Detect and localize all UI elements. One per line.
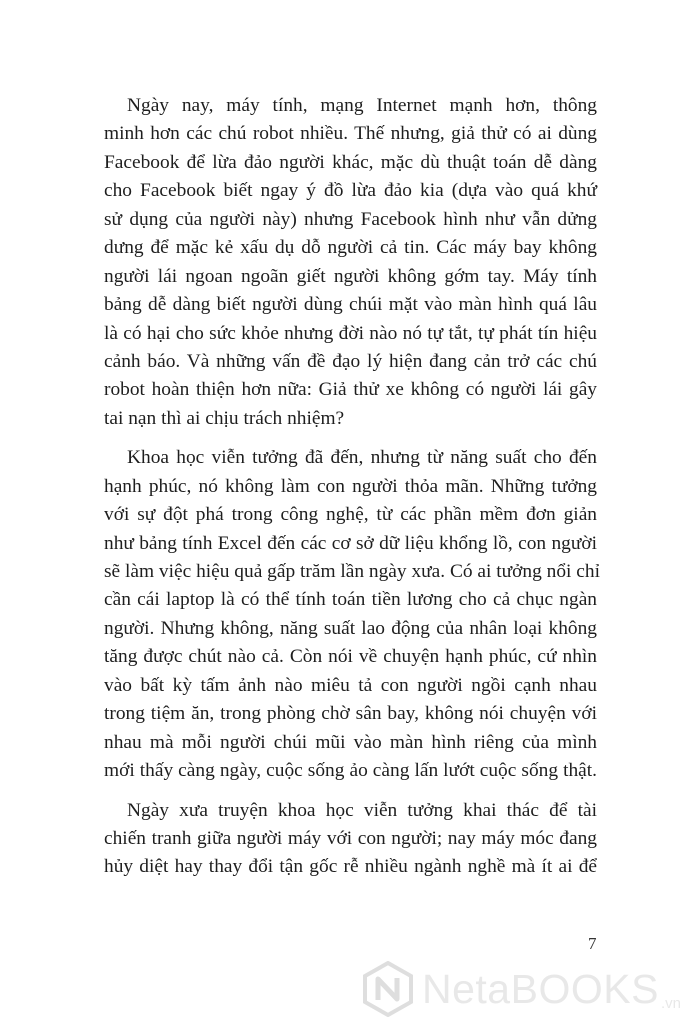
body-text [104, 92, 600, 882]
paragraph-spacer [104, 786, 597, 797]
paragraph-3-line-2: chiến tranh giữa người máy với con người; nay máy móc đang [104, 827, 597, 849]
paragraph-1-line-8: bảng dễ dàng biết người dùng chúi mặt vào màn hình quá lâu [104, 294, 597, 316]
paragraph-1-line-6: dưng để mặc kẻ xấu dụ dỗ người cả tin. Các máy bay không [104, 237, 597, 259]
paragraph-1-line-2: minh hơn các chú robot nhiều. Thế nhưng, giả thử có ai dùng [104, 123, 597, 145]
netabooks-watermark [362, 961, 681, 1017]
netabooks-logo-icon [362, 961, 414, 1017]
paragraph-1-line-4: cho Facebook biết ngay ý đồ lừa đảo kia (dựa vào quá khứ [104, 180, 597, 202]
paragraph-1-line-3: Facebook để lừa đảo người khác, mặc dù thuật toán dễ dàng [104, 151, 597, 173]
paragraph-1-line-9: là có hại cho sức khỏe nhưng đời nào nó tự tắt, tự phát tín hiệu [104, 322, 597, 344]
paragraph-2-line-2: hạnh phúc, nó không làm con người thỏa mãn. Những tưởng [104, 475, 597, 497]
page-number: 7 [588, 934, 597, 953]
paragraph-2-line-11: nhau mà mỗi người chúi mũi vào màn hình riêng của mình [104, 731, 597, 753]
watermark-brand: NetaBOOKS [422, 965, 659, 1012]
paragraph-2-line-5: sẽ làm việc hiệu quả gấp trăm lần ngày xưa. Có ai tưởng nổi chỉ [104, 561, 600, 582]
paragraph-1-line-5: sử dụng của người này) nhưng Facebook hình như vẫn dửng [104, 208, 597, 230]
paragraph-2-line-3: với sự đột phá trong công nghệ, từ các phần mềm đơn giản [104, 504, 597, 526]
paragraph-1-line-1: Ngày nay, máy tính, mạng Internet mạnh hơn, thông [127, 95, 597, 116]
paragraph-1-line-10: cảnh báo. Và những vấn đề đạo lý hiện đang cản trở các chú [104, 350, 597, 372]
paragraph-1-line-7: người lái ngoan ngoãn giết người không gớm tay. Máy tính [104, 265, 597, 287]
paragraph-2-line-1: Khoa học viễn tưởng đã đến, nhưng từ năng suất cho đến [127, 447, 597, 469]
paragraph-spacer [104, 433, 597, 444]
paragraph-2-line-7: người. Nhưng không, năng suất lao động của nhân loại không [104, 617, 597, 639]
paragraph-1-line-11: robot hoàn thiện hơn nữa: Giả thử xe không có người lái gây [104, 379, 597, 401]
paragraph-3-line-1: Ngày xưa truyện khoa học viễn tưởng khai thác để tài [127, 799, 597, 821]
paragraph-2-line-6: cần cái laptop là có thể tính toán tiền lương cho cả chục ngàn [104, 589, 597, 611]
paragraph-2-line-8: tăng được chút nào cả. Còn nói về chuyện hạnh phúc, cứ nhìn [104, 646, 597, 668]
watermark-domain: .vn [660, 995, 681, 1012]
paragraph-2-line-9: vào bất kỳ tấm ảnh nào miêu tả con người ngồi cạnh nhau [104, 674, 597, 696]
paragraph-3-line-3: hủy diệt hay thay đổi tận gốc rễ nhiều ngành nghề mà ít ai để [104, 856, 597, 878]
paragraph-1-line-12: tai nạn thì ai chịu trách nhiệm? [104, 407, 345, 429]
paragraph-2-line-10: trong tiệm ăn, trong phòng chờ sân bay, không nói chuyện với [104, 703, 597, 725]
paragraph-2-line-12: mới thấy càng ngày, cuộc sống ảo càng lấn lướt cuộc sống thật. [104, 760, 597, 782]
paragraph-2-line-4: như bảng tính Excel đến các cơ sở dữ liệu khổng lồ, con người [104, 532, 597, 554]
